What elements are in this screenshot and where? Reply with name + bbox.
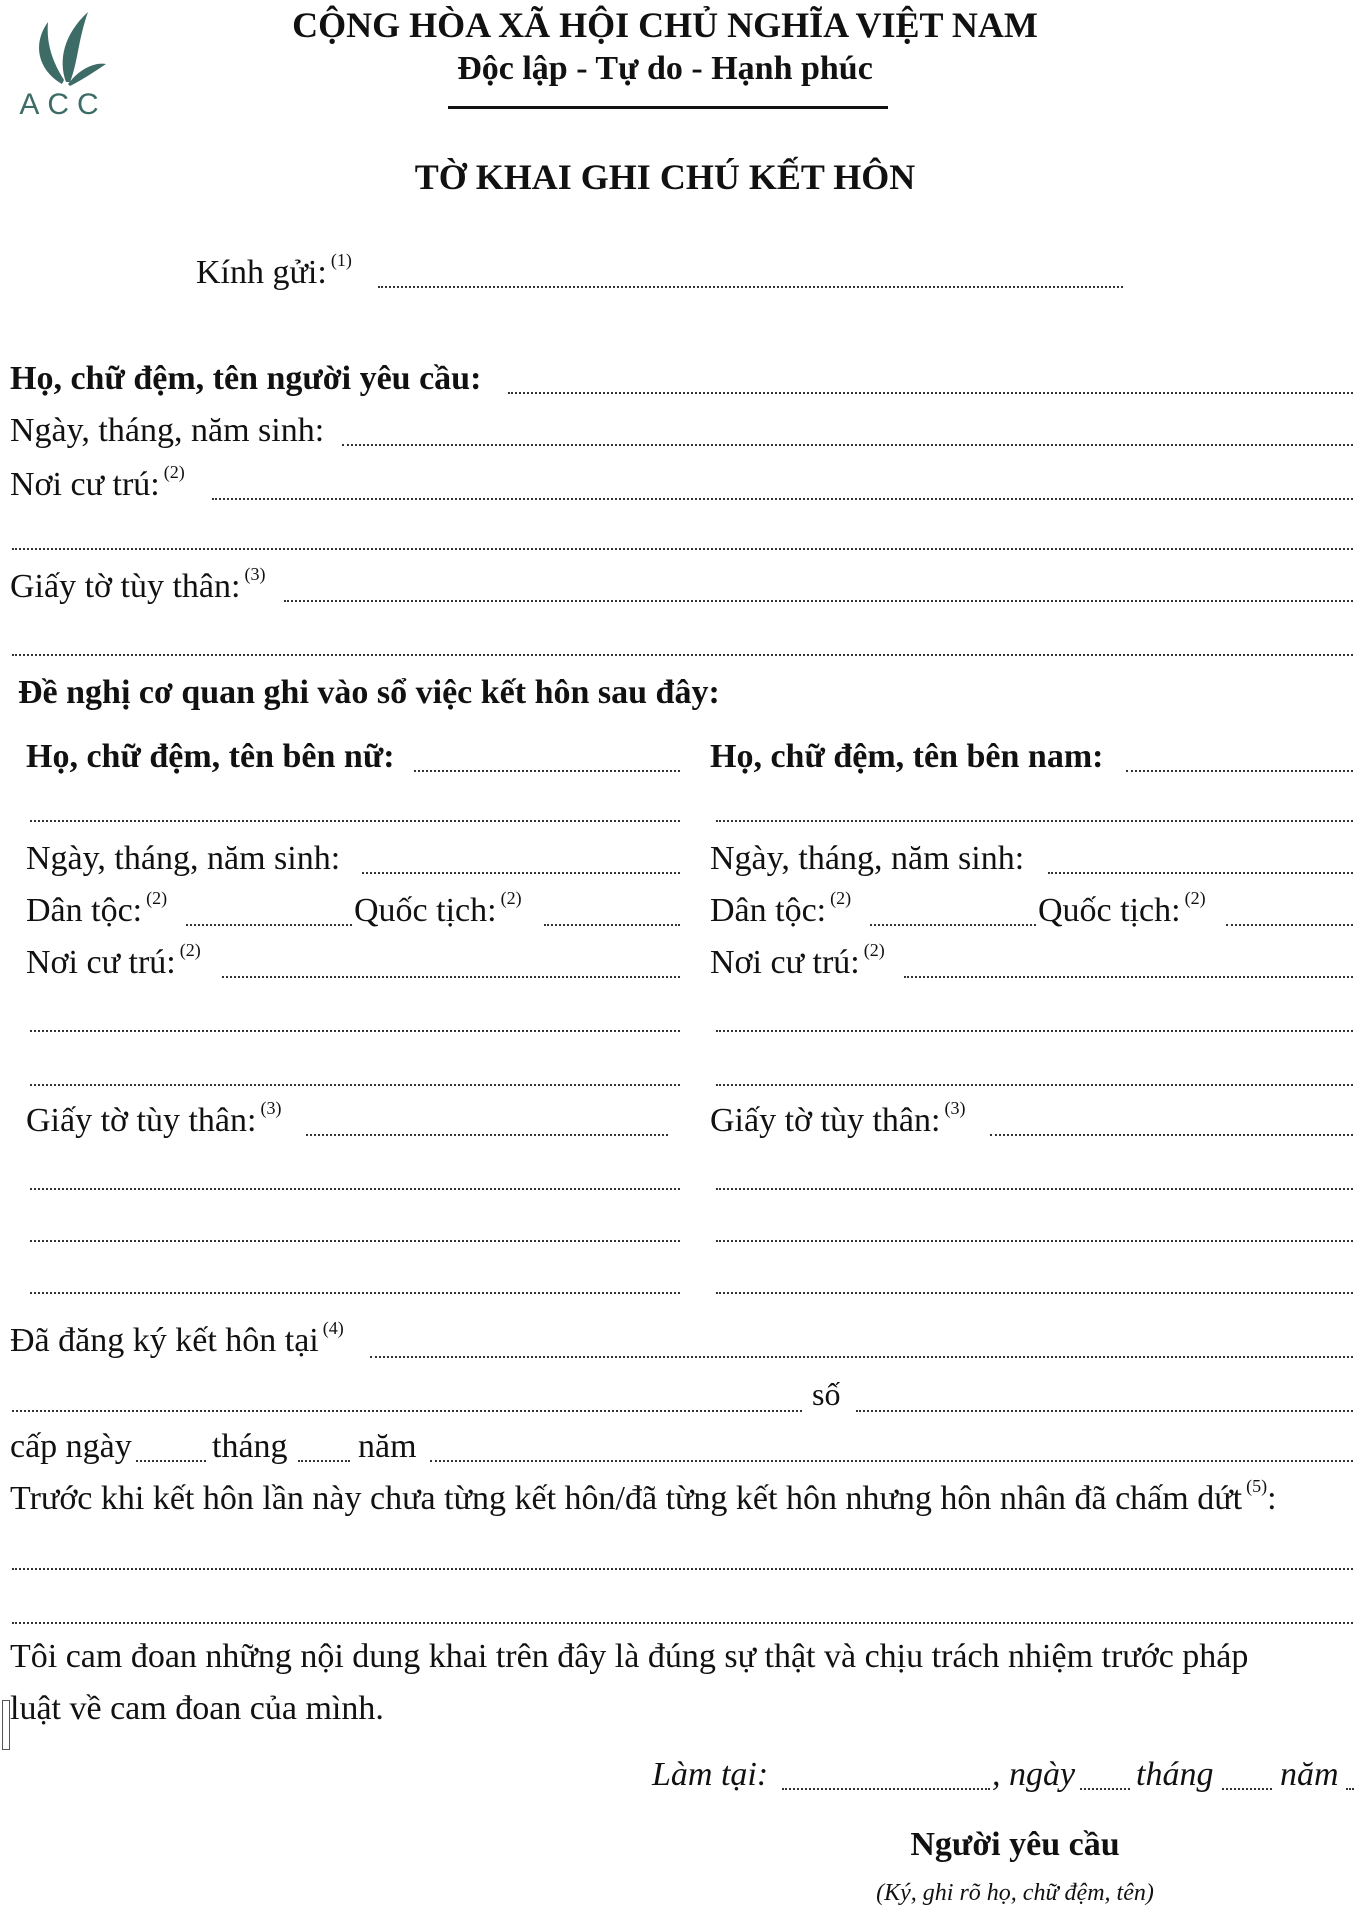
declaration-line-2: luật về cam đoan của mình. (10, 1690, 384, 1727)
acc-logo (18, 6, 108, 122)
requester-residence-field[interactable] (212, 498, 1353, 500)
bride-id-note: (3) (260, 1098, 282, 1118)
recipient-label-text: Kính gửi: (196, 254, 327, 291)
bride-residence-note: (2) (179, 940, 201, 960)
requester-id-field-2[interactable] (12, 654, 1353, 656)
sign-year-label: năm (1280, 1756, 1339, 1793)
bride-id-field-4[interactable] (30, 1292, 680, 1294)
requester-name-field[interactable] (508, 392, 1353, 394)
issued-month-label: tháng (212, 1428, 288, 1465)
signer-role: Người yêu cầu (910, 1826, 1120, 1863)
groom-nationality-field[interactable] (1226, 924, 1353, 926)
sign-day-label: , ngày (992, 1756, 1076, 1793)
requester-residence-field-2[interactable] (12, 548, 1353, 550)
groom-id-label (710, 1098, 966, 1140)
bride-ethnicity-field[interactable] (186, 924, 352, 926)
groom-id-text: Giấy tờ tùy thân: (710, 1102, 941, 1139)
sign-month-field[interactable] (1222, 1788, 1272, 1790)
country-heading: CỘNG HÒA XÃ HỘI CHỦ NGHĨA VIỆT NAM (292, 5, 1038, 45)
issued-year-field[interactable] (430, 1460, 1353, 1462)
bride-residence-field-3[interactable] (30, 1084, 680, 1086)
sign-month-label: tháng (1136, 1756, 1214, 1793)
bride-name-label: Họ, chữ đệm, tên bên nữ: (26, 738, 395, 775)
request-heading: Đề nghị cơ quan ghi vào sổ việc kết hôn sau đây: (18, 674, 720, 711)
bride-residence-text: Nơi cư trú: (26, 944, 176, 981)
issued-day-field[interactable] (136, 1460, 206, 1462)
issued-month-field[interactable] (298, 1460, 350, 1462)
bride-ethnicity-note: (2) (146, 888, 168, 908)
prior-marriage-note: (5) (1246, 1476, 1268, 1496)
groom-dob-field[interactable] (1048, 872, 1353, 874)
registered-at-field-2[interactable] (12, 1410, 802, 1412)
bride-residence-field[interactable] (222, 976, 680, 978)
groom-id-field-2[interactable] (716, 1188, 1353, 1190)
prior-marriage-field-2[interactable] (12, 1622, 1353, 1624)
declaration-line-1: Tôi cam đoan những nội dung khai trên đây là đúng sự thật và chịu trách nhiệm trước pháp (10, 1638, 1249, 1675)
bride-id-label (26, 1098, 282, 1140)
header-underline (448, 106, 888, 109)
bride-id-text: Giấy tờ tùy thân: (26, 1102, 257, 1139)
recipient-label (196, 250, 352, 292)
requester-dob-field[interactable] (342, 444, 1353, 446)
registration-number-label: số (812, 1376, 841, 1412)
groom-name-field-2[interactable] (716, 820, 1353, 822)
groom-id-note: (3) (944, 1098, 966, 1118)
form-title: TỜ KHAI GHI CHÚ KẾT HÔN (414, 157, 916, 197)
recipient-field[interactable] (378, 286, 1123, 288)
recipient-note: (1) (330, 250, 352, 270)
bride-nationality-field[interactable] (544, 924, 680, 926)
bride-id-field[interactable] (306, 1134, 668, 1136)
groom-ethnicity-text: Dân tộc: (710, 892, 827, 929)
groom-id-field-4[interactable] (716, 1292, 1353, 1294)
requester-residence-note: (2) (163, 462, 185, 482)
logo-text: ACC (19, 88, 107, 121)
sign-place-label: Làm tại: (652, 1756, 769, 1793)
requester-residence-text: Nơi cư trú: (10, 466, 160, 503)
groom-nationality-text: Quốc tịch: (1038, 892, 1181, 929)
registration-number-field[interactable] (856, 1410, 1353, 1412)
sign-year-field[interactable] (1346, 1788, 1354, 1790)
groom-residence-field-2[interactable] (716, 1030, 1353, 1032)
groom-residence-text: Nơi cư trú: (710, 944, 860, 981)
registered-at-field[interactable] (370, 1356, 1353, 1358)
groom-nationality-note: (2) (1184, 888, 1206, 908)
requester-residence-label (10, 462, 185, 504)
sign-day-text: ngày (1009, 1756, 1076, 1793)
bride-ethnicity-label (26, 888, 168, 930)
bride-nationality-note: (2) (500, 888, 522, 908)
prior-marriage-field[interactable] (12, 1568, 1353, 1570)
groom-dob-label: Ngày, tháng, năm sinh: (710, 840, 1025, 877)
signer-instruction: (Ký, ghi rõ họ, chữ đệm, tên) (876, 1880, 1154, 1906)
requester-id-field[interactable] (284, 600, 1353, 602)
groom-residence-field[interactable] (904, 976, 1353, 978)
bride-nationality-text: Quốc tịch: (354, 892, 497, 929)
motto: Độc lập - Tự do - Hạnh phúc (457, 50, 873, 87)
issued-year-label: năm (358, 1428, 417, 1465)
groom-residence-note: (2) (863, 940, 885, 960)
requester-dob-label: Ngày, tháng, năm sinh: (10, 412, 325, 449)
bride-nationality-label (354, 888, 522, 930)
requester-name-label: Họ, chữ đệm, tên người yêu cầu: (10, 360, 482, 397)
groom-ethnicity-note: (2) (830, 888, 852, 908)
groom-ethnicity-label (710, 888, 852, 930)
bride-ethnicity-text: Dân tộc: (26, 892, 143, 929)
groom-name-field[interactable] (1126, 770, 1353, 772)
bride-residence-field-2[interactable] (30, 1030, 680, 1032)
bride-id-field-2[interactable] (30, 1188, 680, 1190)
registered-at-note: (4) (322, 1318, 344, 1338)
issued-day-label: cấp ngày (10, 1428, 132, 1465)
bride-id-field-3[interactable] (30, 1240, 680, 1242)
requester-id-text: Giấy tờ tùy thân: (10, 568, 241, 605)
groom-nationality-label (1038, 888, 1206, 930)
registered-at-label (10, 1318, 344, 1360)
prior-marriage-label (10, 1476, 1277, 1518)
registered-at-text: Đã đăng ký kết hôn tại (10, 1322, 319, 1359)
bride-name-field-2[interactable] (30, 820, 680, 822)
bride-dob-field[interactable] (362, 872, 680, 874)
requester-id-label (10, 564, 266, 606)
groom-name-label: Họ, chữ đệm, tên bên nam: (710, 738, 1104, 775)
groom-ethnicity-field[interactable] (870, 924, 1036, 926)
prior-marriage-colon: : (1267, 1480, 1277, 1517)
groom-id-field[interactable] (990, 1134, 1353, 1136)
prior-marriage-text: Trước khi kết hôn lần này chưa từng kết hôn/đã từng kết hôn nhưng hôn nhân đã chấm dứt (10, 1480, 1243, 1517)
requester-id-note: (3) (244, 564, 266, 584)
sign-place-field[interactable] (782, 1788, 990, 1790)
bride-residence-label (26, 940, 201, 982)
leaf-logo-icon (18, 6, 108, 90)
groom-residence-field-3[interactable] (716, 1084, 1353, 1086)
groom-id-field-3[interactable] (716, 1240, 1353, 1242)
bride-dob-label: Ngày, tháng, năm sinh: (26, 840, 341, 877)
bride-name-field[interactable] (414, 770, 680, 772)
groom-residence-label (710, 940, 885, 982)
sign-day-field[interactable] (1080, 1788, 1130, 1790)
text-cursor-box (2, 1700, 10, 1750)
